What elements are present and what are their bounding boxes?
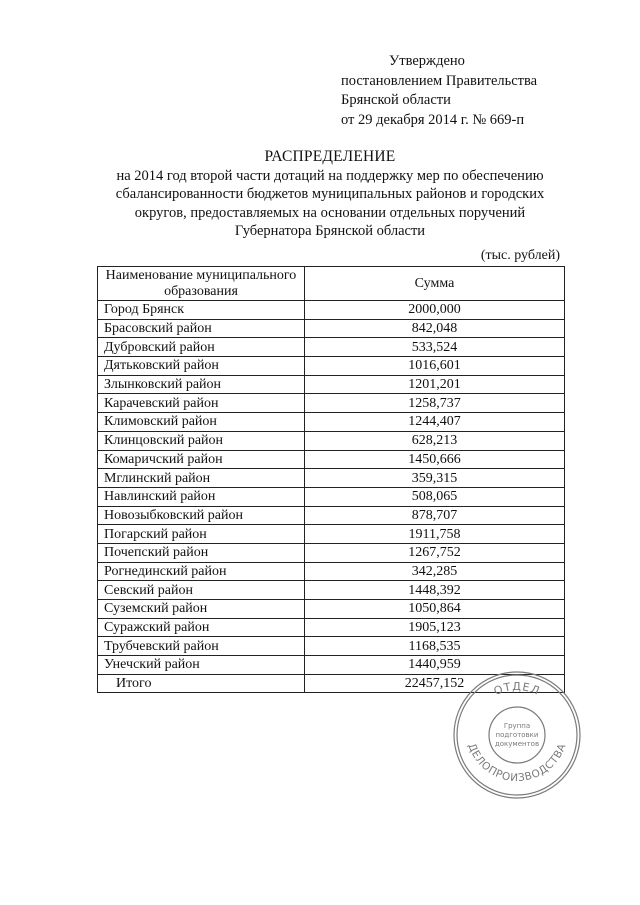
table-row	[98, 543, 565, 562]
row-sum: 1905,123	[305, 618, 565, 637]
svg-text:ОТДЕЛ	[492, 680, 542, 698]
row-sum: 1168,535	[305, 637, 565, 656]
table-row	[98, 394, 565, 413]
table-row	[98, 450, 565, 469]
row-name: Дубровский район	[98, 338, 305, 357]
stamp-ring-bottom: ДЕЛОПРОИЗВОДСТВА	[465, 741, 569, 785]
stamp-seal-icon	[452, 670, 582, 800]
row-sum: 1267,752	[305, 543, 565, 562]
heading-line-5: Губернатора Брянской области	[234, 223, 426, 239]
approval-block	[341, 52, 537, 130]
row-name: Новозыбковский район	[98, 506, 305, 525]
table-row	[98, 319, 565, 338]
row-sum: 1258,737	[305, 394, 565, 413]
table-row	[98, 338, 565, 357]
row-name: Клинцовский район	[98, 431, 305, 450]
row-name: Суражский район	[98, 618, 305, 637]
column-header-sum: Сумма	[305, 267, 565, 301]
table-row	[98, 525, 565, 544]
table-body	[98, 301, 565, 693]
table-row	[98, 618, 565, 637]
row-sum: 533,524	[305, 338, 565, 357]
row-sum: 1448,392	[305, 581, 565, 600]
approval-line-4: от 29 декабря 2014 г. № 669-п	[341, 111, 525, 128]
row-sum: 1244,407	[305, 413, 565, 432]
row-sum: 1450,666	[305, 450, 565, 469]
total-sum: 22457,152	[305, 674, 565, 693]
row-sum: 2000,000	[305, 301, 565, 320]
row-name: Злынковский район	[98, 375, 305, 394]
row-name: Дятьковский район	[98, 357, 305, 376]
stamp-ring-top: ОТДЕЛ	[491, 679, 543, 698]
table-row	[98, 413, 565, 432]
stamp-center-line-1: Группа	[503, 722, 531, 730]
approval-line-3: Брянской области	[341, 92, 451, 108]
row-sum: 842,048	[305, 319, 565, 338]
row-name: Мглинский район	[98, 469, 305, 488]
row-name: Город Брянск	[98, 301, 305, 320]
row-sum: 1201,201	[305, 375, 565, 394]
row-name: Севский район	[98, 581, 305, 600]
row-name: Навлинский район	[98, 487, 305, 506]
table-header-row	[98, 267, 565, 301]
table-row	[98, 487, 565, 506]
row-sum: 1016,601	[305, 357, 565, 376]
table-row	[98, 469, 565, 488]
row-sum: 1440,959	[305, 656, 565, 675]
row-name: Карачевский район	[98, 394, 305, 413]
table-row	[98, 375, 565, 394]
row-name: Трубчевский район	[98, 637, 305, 656]
row-name: Рогнединский район	[98, 562, 305, 581]
document-title: РАСПРЕДЕЛЕНИЕ	[264, 148, 396, 165]
row-sum: 342,285	[305, 562, 565, 581]
distribution-table	[97, 266, 565, 693]
table-row	[98, 431, 565, 450]
row-name: Комаричский район	[98, 450, 305, 469]
row-name: Суземский район	[98, 600, 305, 619]
row-sum: 508,065	[305, 487, 565, 506]
table-row	[98, 506, 565, 525]
approval-line-2: постановлением Правительства	[341, 72, 538, 89]
row-sum: 359,315	[305, 469, 565, 488]
row-sum: 1050,864	[305, 600, 565, 619]
table-row	[98, 581, 565, 600]
heading-line-2: на 2014 год второй части дотаций на поддержку мер по обеспечению	[116, 167, 544, 184]
document-heading	[90, 148, 570, 241]
row-sum: 878,707	[305, 506, 565, 525]
heading-line-3: сбалансированности бюджетов муниципальных районов и городских	[115, 186, 545, 202]
table-row	[98, 301, 565, 320]
row-sum: 1911,758	[305, 525, 565, 544]
row-name: Унечский район	[98, 656, 305, 675]
table-row	[98, 637, 565, 656]
row-name: Погарский район	[98, 525, 305, 544]
table-row	[98, 600, 565, 619]
stamp-center-line-3: документов	[494, 740, 540, 748]
row-sum: 628,213	[305, 431, 565, 450]
table-row	[98, 562, 565, 581]
row-name: Климовский район	[98, 413, 305, 432]
units-label: (тыс. рублей)	[480, 248, 560, 263]
approval-line-1: Утверждено	[389, 53, 465, 69]
total-label: Итого	[98, 674, 305, 693]
row-name: Брасовский район	[98, 319, 305, 338]
row-name: Почепский район	[98, 543, 305, 562]
column-header-name: Наименование муниципального образования	[98, 267, 305, 301]
table-row	[98, 357, 565, 376]
stamp-center-line-2: подготовки	[495, 731, 539, 739]
heading-line-4: округов, предоставляемых на основании отдельных поручений	[134, 204, 526, 221]
